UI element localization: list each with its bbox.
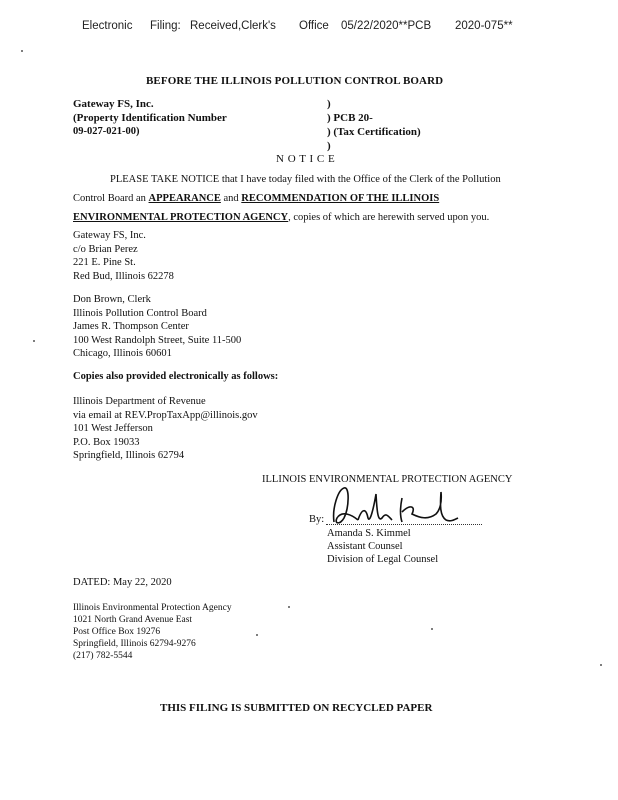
header-office: Office <box>299 20 329 32</box>
caption-party: Gateway FS, Inc. <box>73 98 154 110</box>
address-line: Illinois Environmental Protection Agency <box>73 603 232 613</box>
notice-line-3-suffix: , copies of which are herewith served upon you. <box>288 212 490 223</box>
signature-division: Division of Legal Counsel <box>327 554 439 565</box>
scan-speck <box>256 634 258 636</box>
address-line: James R. Thompson Center <box>73 321 189 332</box>
notice-line-2 <box>73 193 439 204</box>
caption-tax-certification: ) (Tax Certification) <box>327 126 421 138</box>
address-line: 1021 North Grand Avenue East <box>73 615 193 625</box>
address-line: 101 West Jefferson <box>73 423 153 434</box>
notice-and: and <box>220 193 242 204</box>
address-line: Illinois Pollution Control Board <box>73 307 207 319</box>
address-line: Post Office Box 19276 <box>73 627 161 637</box>
address-line: P.O. Box 19033 <box>73 436 140 448</box>
footer-address <box>73 602 232 662</box>
scan-speck <box>600 664 602 666</box>
signature-name: Amanda S. Kimmel <box>327 528 411 539</box>
header-case-number: 2020-075** <box>455 20 513 32</box>
address-line: Illinois Department of Revenue <box>73 396 206 407</box>
address-line: via email at REV.PropTaxApp@illinois.gov <box>73 409 258 421</box>
caption-pin: 09-027-021-00) <box>73 126 140 137</box>
recipient-revenue <box>73 395 258 463</box>
address-line: Chicago, Illinois 60601 <box>73 348 172 359</box>
header-received: Received,Clerk's <box>190 20 276 32</box>
address-line: Springfield, Illinois 62794-9276 <box>73 639 196 649</box>
recycled-paper-notice: THIS FILING IS SUBMITTED ON RECYCLED PAPER <box>160 702 433 714</box>
dated-line: DATED: May 22, 2020 <box>73 577 172 588</box>
caption-pin-label: (Property Identification Number <box>73 112 227 124</box>
copies-heading: Copies also provided electronically as follows: <box>73 371 279 382</box>
header-electronic: Electronic <box>82 20 133 32</box>
notice-line-3 <box>73 212 489 223</box>
notice-line-2-prefix: Control Board an <box>73 193 149 204</box>
handwritten-signature <box>328 482 478 528</box>
notice-line-1: PLEASE TAKE NOTICE that I have today filed with the Office of the Clerk of the Pollution <box>110 174 501 185</box>
address-line: Springfield, Illinois 62794 <box>73 450 185 461</box>
scan-speck <box>21 50 23 52</box>
recipient-gateway <box>73 229 174 283</box>
notice-title: N O T I C E <box>276 153 336 165</box>
caption-paren-end: ) <box>327 140 331 152</box>
caption-paren: ) <box>327 98 331 110</box>
notice-appearance: APPEARANCE <box>148 193 221 204</box>
signature-by-label: By: <box>309 514 325 525</box>
address-line: (217) 782-5544 <box>73 651 133 661</box>
address-line: Gateway FS, Inc. <box>73 230 146 241</box>
notice-agency: ENVIRONMENTAL PROTECTION AGENCY <box>73 212 289 223</box>
caption-pcb: ) PCB 20- <box>327 112 373 124</box>
address-line: Red Bud, Illinois 62278 <box>73 270 174 282</box>
header-date-pcb: 05/22/2020**PCB <box>341 20 432 32</box>
address-line: Don Brown, Clerk <box>73 294 151 305</box>
header-filing: Filing: <box>150 20 181 32</box>
address-line: 100 West Randolph Street, Suite 11-500 <box>73 334 242 346</box>
address-line: c/o Brian Perez <box>73 243 138 255</box>
scan-speck <box>431 628 433 630</box>
board-title: BEFORE THE ILLINOIS POLLUTION CONTROL BOARD <box>146 75 444 87</box>
signature-agency: ILLINOIS ENVIRONMENTAL PROTECTION AGENCY <box>262 474 513 485</box>
scan-speck <box>33 340 35 342</box>
scan-speck <box>288 606 290 608</box>
signature-title: Assistant Counsel <box>327 541 403 552</box>
notice-recommendation: RECOMMENDATION OF THE ILLINOIS <box>241 193 440 204</box>
address-line: 221 E. Pine St. <box>73 257 136 268</box>
recipient-clerk <box>73 293 241 361</box>
